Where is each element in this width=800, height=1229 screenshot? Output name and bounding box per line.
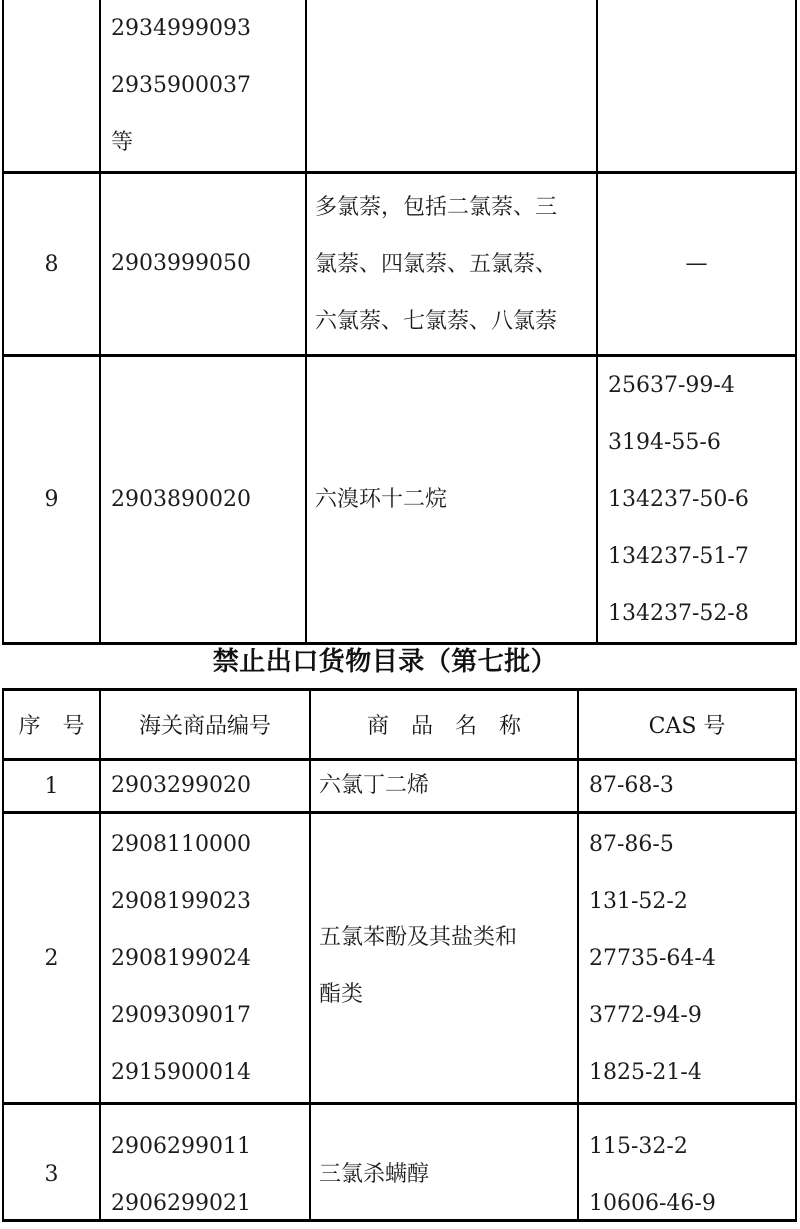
table-row (3, 356, 796, 644)
name-line: 六氯萘、七氯萘、八氯萘 (315, 308, 558, 334)
name-cell (306, 173, 597, 356)
cas-line: 134237-52-8 (608, 601, 749, 626)
hs-code-line: 2908199023 (111, 888, 251, 914)
name-line: 酯类 (319, 982, 364, 1007)
cas-line: 25637-99-4 (608, 373, 735, 398)
header-hs-code: 海关商品编号 (100, 690, 310, 760)
catalog-title: 禁止出口货物目录（第七批） (212, 647, 558, 677)
name-line: 多氯萘，包括二氯萘、三 (315, 194, 558, 220)
name-line: 五氯苯酚及其盐类和 (319, 925, 518, 950)
hs-code-line: 等 (111, 130, 134, 155)
hs-code-line: 2909309017 (111, 1002, 251, 1028)
cas-line: 27735-64-4 (589, 945, 716, 971)
header-seq: 序 号 (3, 690, 100, 760)
hs-code-line: 2915900014 (111, 1059, 251, 1085)
hs-code-line: 2908110000 (111, 831, 251, 857)
hs-code-line: 2903890020 (111, 486, 251, 512)
table-row (3, 0, 796, 173)
header-row (3, 690, 796, 760)
table-row (3, 760, 796, 813)
hs-code-line: 2935900037 (111, 73, 251, 98)
name-line: 三氯杀螨醇 (319, 1162, 430, 1187)
hs-code-line: 2908199024 (111, 945, 251, 971)
cas-line: 134237-50-6 (608, 487, 749, 512)
cas-line: — (685, 251, 708, 276)
seq-cell: 8 (3, 173, 100, 356)
name-line: 六氯丁二烯 (319, 773, 430, 798)
table-row (3, 173, 796, 356)
hs-code-cell (100, 0, 306, 173)
hs-code-cell (100, 760, 310, 813)
cas-cell (578, 760, 796, 813)
hs-code-line: 2903299020 (111, 773, 251, 798)
cas-cell (578, 1104, 796, 1221)
seq-cell: 9 (3, 356, 100, 644)
hs-code-line: 2906299021 (111, 1191, 251, 1216)
table-row (3, 1104, 796, 1221)
seq-cell (3, 0, 100, 173)
cas-line: 131-52-2 (589, 888, 688, 914)
continuation-table (2, 0, 797, 645)
name-line: 六溴环十二烷 (315, 486, 448, 512)
hs-code-cell (100, 173, 306, 356)
name-cell (306, 0, 597, 173)
name-cell (310, 760, 578, 813)
cas-cell (597, 0, 796, 173)
cas-cell (578, 813, 796, 1104)
cas-line: 87-68-3 (589, 773, 674, 798)
hs-code-cell (100, 1104, 310, 1221)
cas-line: 3772-94-9 (589, 1002, 702, 1028)
cas-line: 134237-51-7 (608, 544, 749, 569)
cas-line: 87-86-5 (589, 831, 674, 857)
cas-line: 3194-55-6 (608, 430, 721, 455)
hs-code-line: 2906299011 (111, 1134, 251, 1159)
cas-cell (597, 173, 796, 356)
cas-line: 1825-21-4 (589, 1059, 702, 1085)
catalog-table (2, 688, 797, 1222)
seq-cell: 3 (3, 1104, 100, 1221)
cas-cell (597, 356, 796, 644)
hs-code-line: 2934999093 (111, 16, 251, 41)
name-cell (306, 356, 597, 644)
hs-code-line: 2903999050 (111, 251, 251, 276)
hs-code-cell (100, 356, 306, 644)
header-name: 商 品 名 称 (310, 690, 578, 760)
seq-cell: 1 (3, 760, 100, 813)
cas-line: 115-32-2 (589, 1134, 688, 1159)
header-cas: CAS 号 (578, 690, 796, 760)
table-row (3, 813, 796, 1104)
cas-line: 10606-46-9 (589, 1191, 716, 1216)
hs-code-cell (100, 813, 310, 1104)
name-cell (310, 813, 578, 1104)
name-line: 氯萘、四氯萘、五氯萘、 (315, 251, 558, 277)
seq-cell: 2 (3, 813, 100, 1104)
name-cell (310, 1104, 578, 1221)
